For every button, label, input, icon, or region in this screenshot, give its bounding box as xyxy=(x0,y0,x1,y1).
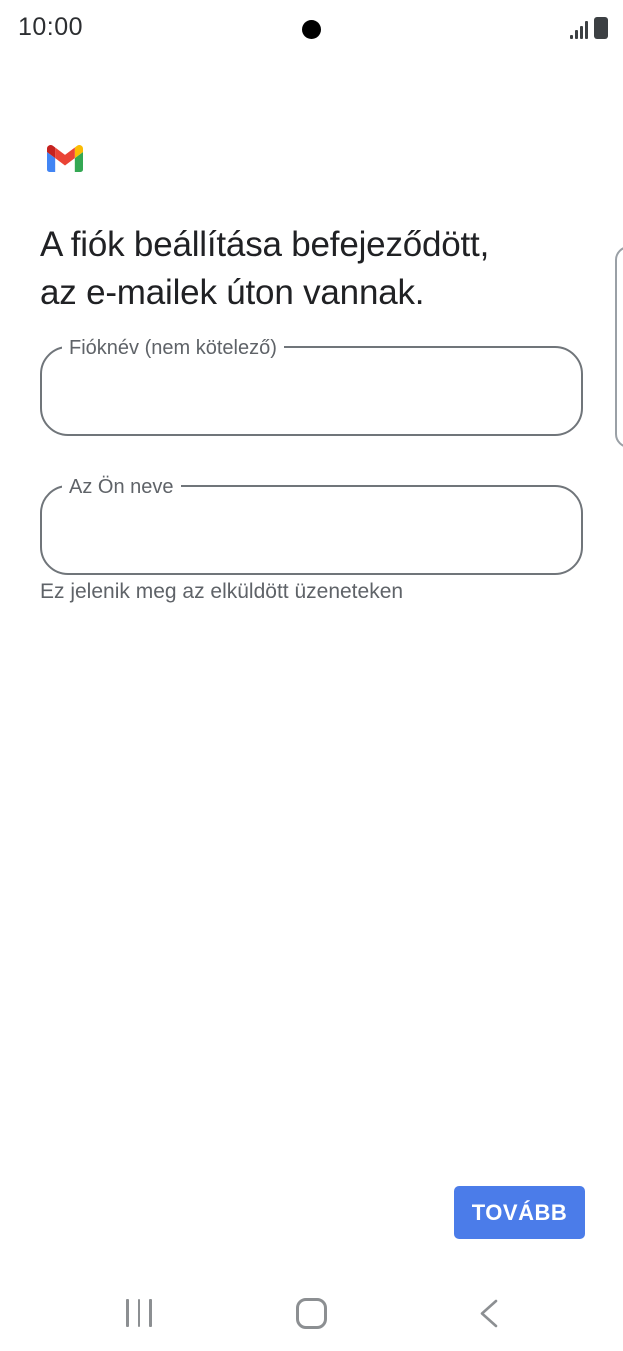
nav-back-button[interactable] xyxy=(478,1299,499,1328)
your-name-field-label: Az Ön neve xyxy=(62,474,181,500)
next-button[interactable]: TOVÁBB xyxy=(454,1186,585,1239)
battery-icon xyxy=(594,17,608,39)
offscreen-panel-edge-outline xyxy=(615,246,623,448)
page-title-line-2: az e-mailek úton vannak. xyxy=(40,273,425,312)
nav-home-button[interactable] xyxy=(296,1298,327,1329)
camera-punch-hole xyxy=(302,20,321,39)
account-name-field-label: Fióknév (nem kötelező) xyxy=(62,335,284,361)
your-name-field-container xyxy=(40,476,583,575)
account-name-input[interactable] xyxy=(68,362,555,424)
gmail-logo-icon xyxy=(47,145,83,172)
page-title xyxy=(40,221,585,317)
status-bar-clock: 10:00 xyxy=(18,13,84,41)
status-bar-icons xyxy=(570,15,608,39)
page-title-line-1: A fiók beállítása befejeződött, xyxy=(40,225,490,264)
your-name-input[interactable] xyxy=(68,501,555,563)
account-name-field-container xyxy=(40,337,583,436)
signal-strength-icon xyxy=(570,21,588,39)
your-name-helper-text: Ez jelenik meg az elküldött üzeneteken xyxy=(40,580,404,603)
nav-recents-button[interactable] xyxy=(126,1299,152,1327)
